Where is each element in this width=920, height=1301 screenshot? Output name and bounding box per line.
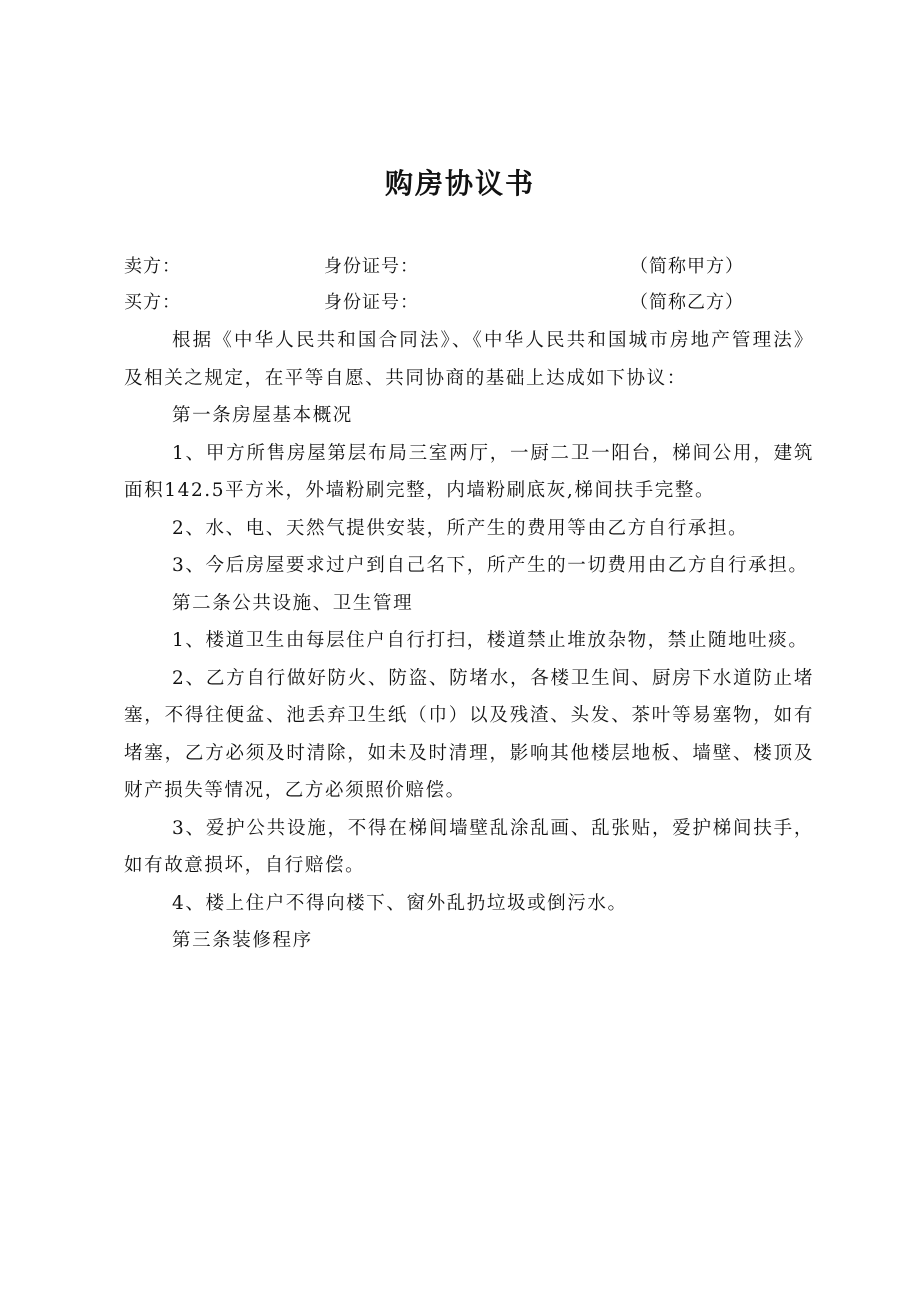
document-title: 购房协议书 [384, 167, 535, 200]
clause-paragraph: 2、乙方自行做好防火、防盗、防堵水，各楼卫生间、厨房下水道防止堵塞，不得往便盆、池丢弃卫生纸（巾）以及残渣、头发、茶叶等易塞物，如有堵塞，乙方必须及时清除，如未及时清理，影响其他楼层地板、墙壁、楼顶及财产损失等情况，乙方必须照价赔偿。 [124, 667, 814, 801]
seller-alias: （简称甲方） [630, 256, 744, 277]
clause-paragraph: 4、楼上住户不得向楼下、窗外乱扔垃圾或倒污水。 [172, 892, 628, 914]
buyer-row [124, 288, 804, 320]
clause-paragraph: 1、楼道卫生由每层住户自行打扫，楼道禁止堆放杂物，禁止随地吐痰。 [172, 630, 809, 651]
buyer-label: 买方： [124, 292, 181, 313]
seller-label: 卖方： [124, 256, 181, 277]
article-heading: 第一条房屋基本概况 [172, 405, 353, 426]
seller-row [124, 252, 804, 284]
clause-paragraph: 2、水、电、天然气提供安装，所产生的费用等由乙方自行承担。 [172, 517, 749, 539]
clause-paragraph: 3、今后房屋要求过户到自己名下，所产生的一切费用由乙方自行承担。 [172, 555, 809, 576]
article-heading: 第二条公共设施、卫生管理 [172, 592, 414, 614]
seller-id-label: 身份证号： [324, 256, 419, 277]
clause-paragraph: 3、爱护公共设施，不得在梯间墙壁乱涂乱画、乱张贴，爱护梯间扶手，如有故意损坏，自行赔偿。 [124, 817, 814, 876]
clause-paragraph: 1、甲方所售房屋第层布局三室两厅，一厨二卫一阳台，梯间公用，建筑面积142.5平方米，外墙粉刷完整，内墙粉刷底灰,梯间扶手完整。 [124, 442, 814, 501]
buyer-id-label: 身份证号： [324, 292, 419, 313]
agreement-body [124, 322, 814, 960]
preamble-paragraph: 根据《中华人民共和国合同法》、《中华人民共和国城市房地产管理法》及相关之规定，在平等自愿、共同协商的基础上达成如下协议： [124, 330, 814, 389]
buyer-alias: （简称乙方） [630, 292, 744, 313]
article-heading: 第三条装修程序 [172, 930, 313, 951]
